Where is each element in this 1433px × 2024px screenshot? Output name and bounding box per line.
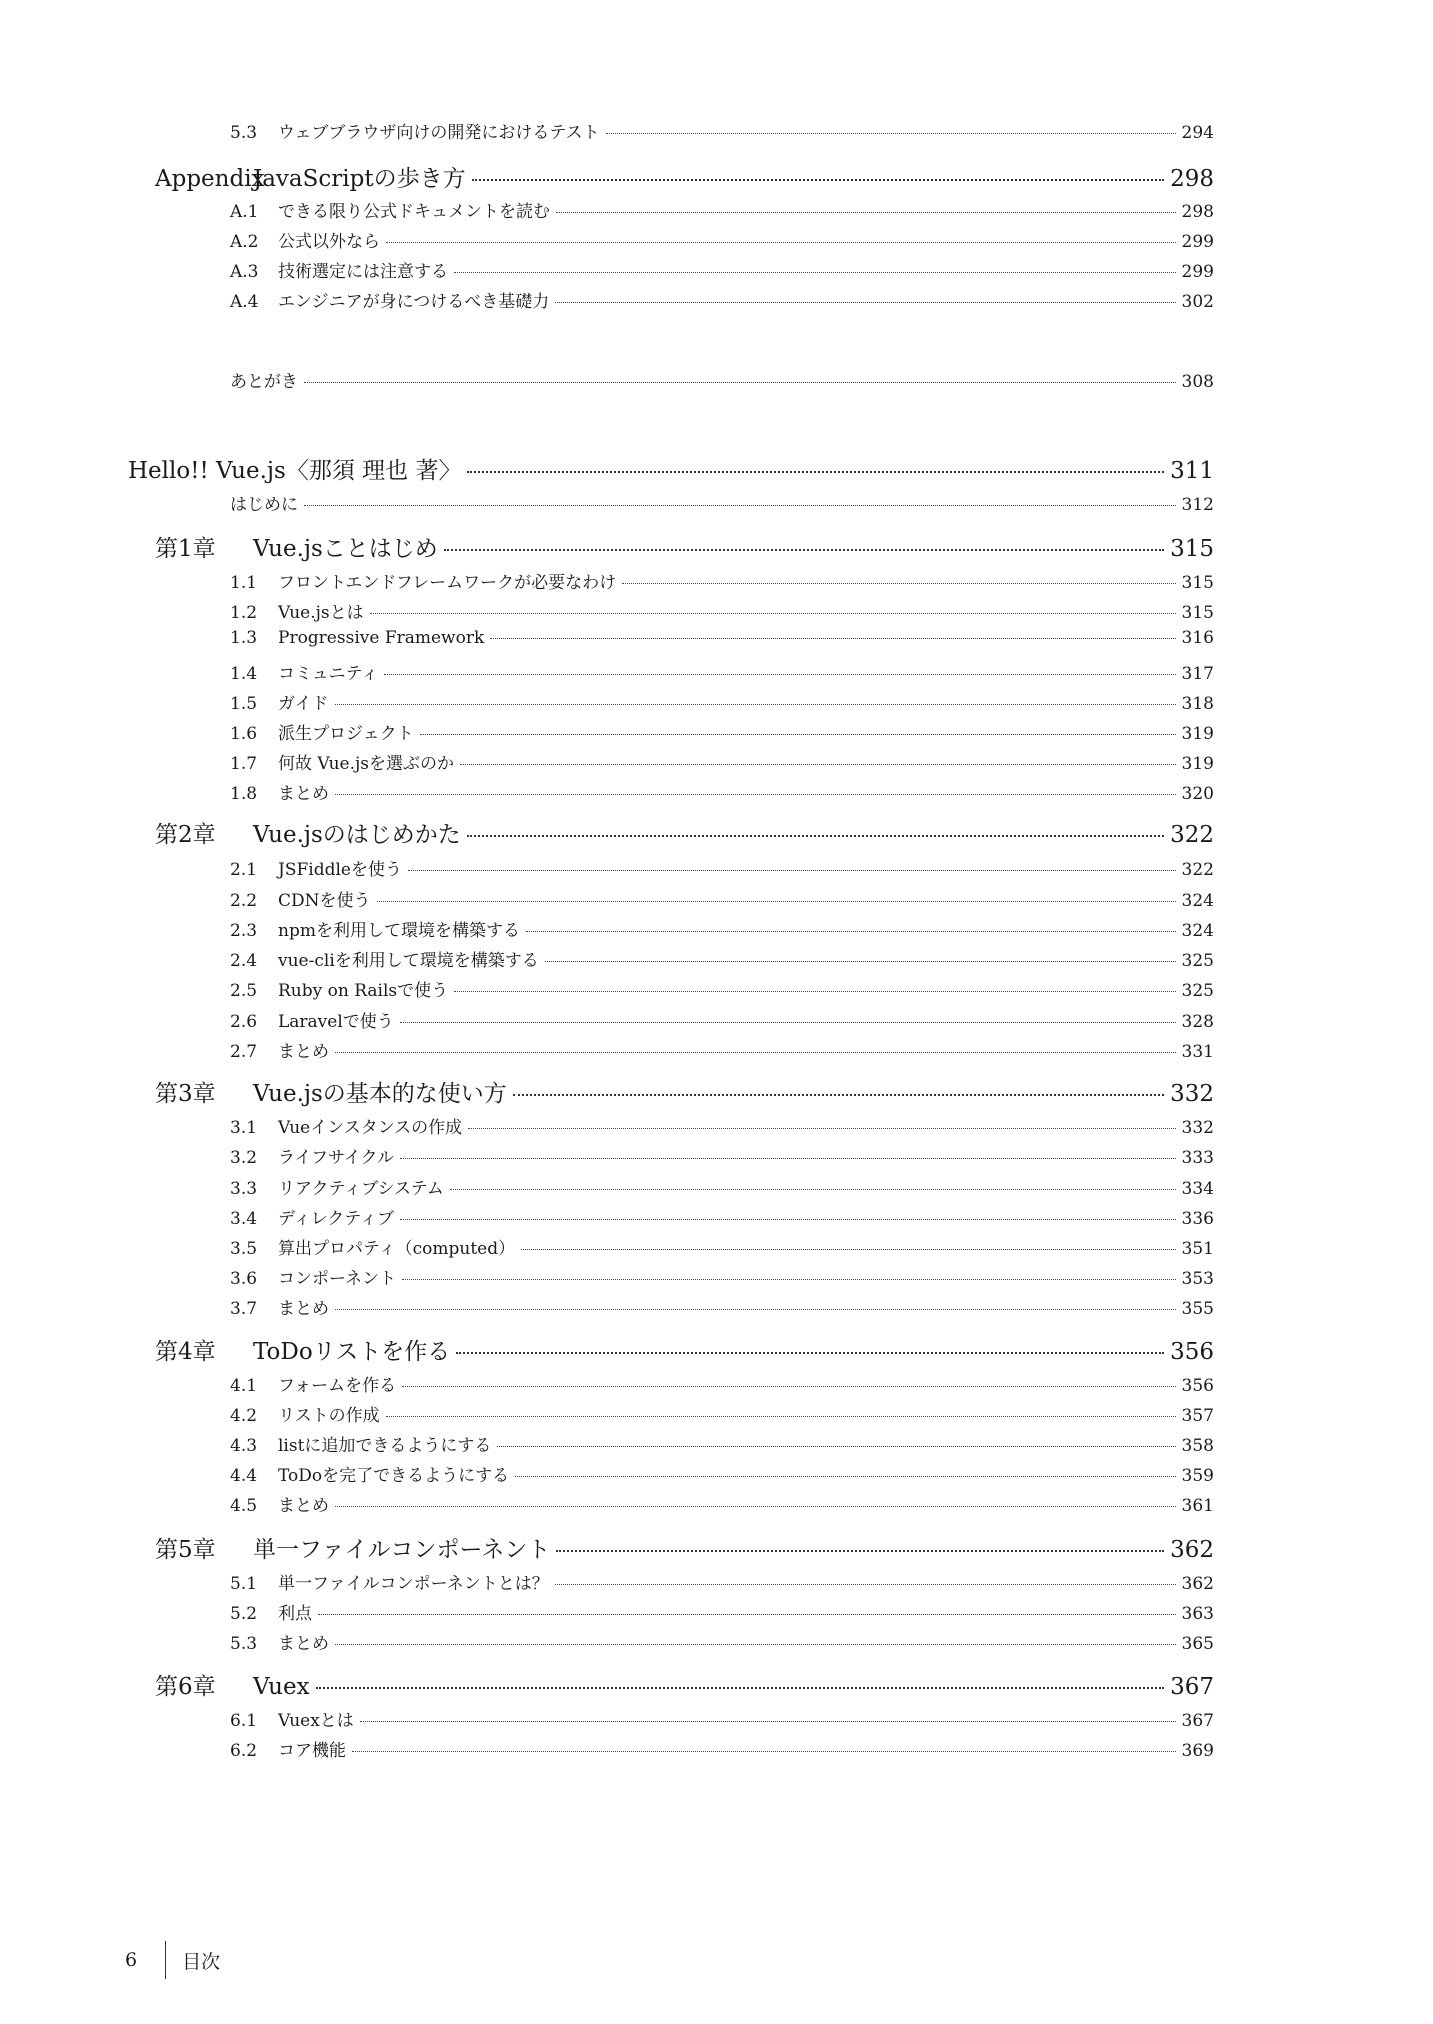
toc-section-row: [230, 227, 1214, 257]
toc-chapter-row: [155, 816, 1214, 856]
dot-leader: [408, 870, 1176, 871]
toc-number: 3.2: [230, 1148, 258, 1168]
dot-leader: [467, 835, 1164, 837]
toc-page-number: 316: [1181, 628, 1214, 648]
toc-chapter-row: [155, 160, 1214, 200]
toc-chapter-row: [155, 1531, 1214, 1571]
toc-section-row: [230, 257, 1214, 287]
toc-section-row: [230, 287, 1214, 317]
toc-number: 4.3: [230, 1436, 258, 1456]
toc-chapter-row: [155, 530, 1214, 570]
dot-leader: [556, 212, 1176, 213]
toc-section-row: [230, 1113, 1214, 1143]
toc-page-number: 322: [1170, 822, 1214, 848]
toc-page-number: 365: [1181, 1634, 1214, 1654]
toc-section-row: [230, 1706, 1214, 1736]
toc-number: 2.1: [230, 860, 258, 880]
toc-number: 5.1: [230, 1574, 258, 1594]
toc-title: Laravelで使う: [278, 1012, 394, 1032]
toc-section-row: [230, 568, 1214, 598]
dot-leader: [335, 1309, 1176, 1310]
toc-page-number: 308: [1181, 372, 1214, 392]
toc-section-row: [230, 1491, 1214, 1521]
dot-leader: [460, 764, 1176, 765]
toc-title: フォームを作る: [278, 1376, 397, 1396]
toc-section-row: [230, 197, 1214, 227]
toc-title: ライフサイクル: [278, 1148, 394, 1168]
dot-leader: [555, 302, 1175, 303]
toc-title: JavaScriptの歩き方: [253, 166, 466, 192]
toc-page-number: 357: [1181, 1406, 1214, 1426]
toc-number: 第3章: [155, 1081, 216, 1107]
toc-section-row: [230, 628, 1214, 658]
toc-page-number: 315: [1181, 603, 1214, 623]
toc-number: 第2章: [155, 822, 216, 848]
dot-leader: [622, 583, 1175, 584]
toc-section-row: [230, 1174, 1214, 1204]
dot-leader: [526, 931, 1176, 932]
toc-title: ToDoリストを作る: [253, 1339, 451, 1365]
dot-leader: [606, 133, 1176, 134]
toc-number: 3.3: [230, 1179, 258, 1199]
toc-page-number: 325: [1181, 951, 1214, 971]
toc-title: Vue.jsのはじめかた: [253, 822, 461, 848]
toc-title: Vuex: [253, 1674, 310, 1700]
toc-number: A.2: [230, 232, 259, 252]
toc-page-number: 355: [1181, 1299, 1214, 1319]
toc-page-number: 333: [1181, 1148, 1214, 1168]
toc-title: まとめ: [278, 1042, 329, 1062]
toc-title: リアクティブシステム: [278, 1179, 444, 1199]
toc-number: 2.5: [230, 981, 258, 1001]
dot-leader: [316, 1687, 1165, 1689]
toc-title: まとめ: [278, 1634, 329, 1654]
toc-number: 5.2: [230, 1604, 258, 1624]
toc-page-number: 299: [1181, 232, 1214, 252]
toc-page-number: 363: [1181, 1604, 1214, 1624]
toc-title: 利点: [278, 1604, 312, 1624]
dot-leader: [513, 1094, 1164, 1096]
dot-leader: [335, 1644, 1176, 1645]
toc-section-row: [230, 1037, 1214, 1067]
dot-leader: [304, 505, 1176, 506]
toc-title: Ruby on Railsで使う: [278, 981, 449, 1001]
dot-leader: [515, 1476, 1175, 1477]
toc-title: Vuexとは: [278, 1711, 354, 1731]
toc-page-number: 325: [1181, 981, 1214, 1001]
toc-page-number: 367: [1181, 1711, 1214, 1731]
toc-page-number: 353: [1181, 1269, 1214, 1289]
toc-title: コア機能: [278, 1741, 346, 1761]
toc-title: listに追加できるようにする: [278, 1436, 492, 1456]
toc-section-row: [230, 1264, 1214, 1294]
toc-number: 4.5: [230, 1496, 258, 1516]
toc-number: 第5章: [155, 1537, 216, 1563]
dot-leader: [318, 1614, 1176, 1615]
dot-leader: [472, 179, 1165, 181]
toc-number: 第1章: [155, 536, 216, 562]
toc-title: CDNを使う: [278, 891, 371, 911]
toc-page-number: 367: [1170, 1674, 1214, 1700]
dot-leader: [335, 1052, 1176, 1053]
toc-page-number: 362: [1170, 1537, 1214, 1563]
toc-section-row: [230, 1294, 1214, 1324]
toc-number: 4.1: [230, 1376, 258, 1396]
toc-page-number: 315: [1181, 573, 1214, 593]
toc-title: Hello!! Vue.js〈那須 理也 著〉: [128, 458, 462, 484]
toc-section-row: [230, 490, 1214, 520]
toc-section-row: [230, 118, 1214, 148]
toc-number: 1.6: [230, 724, 258, 744]
toc-title: 技術選定には注意する: [278, 262, 448, 282]
toc-number: 3.4: [230, 1209, 258, 1229]
toc-page-number: 351: [1181, 1239, 1214, 1259]
toc-title: 何故 Vue.jsを選ぶのか: [278, 754, 455, 774]
toc-title: あとがき: [230, 372, 298, 392]
dot-leader: [402, 1279, 1175, 1280]
toc-title: コンポーネント: [278, 1269, 397, 1289]
toc-section-row: [230, 1401, 1214, 1431]
toc-page-number: 311: [1170, 458, 1214, 484]
toc-page-number: 294: [1181, 123, 1214, 143]
toc-page-number: 356: [1170, 1339, 1214, 1365]
footer-divider: [165, 1941, 166, 1979]
dot-leader: [386, 242, 1176, 243]
toc-number: A.4: [230, 292, 259, 312]
dot-leader: [456, 1352, 1164, 1354]
toc-title: JSFiddleを使う: [278, 860, 402, 880]
dot-leader: [454, 272, 1176, 273]
dot-leader: [400, 1022, 1176, 1023]
toc-number: 2.4: [230, 951, 258, 971]
dot-leader: [490, 638, 1175, 639]
dot-leader: [556, 1550, 1164, 1552]
dot-leader: [352, 1751, 1176, 1752]
dot-leader: [335, 1506, 1176, 1507]
page-number: 6: [125, 1949, 138, 1971]
toc-number: 4.2: [230, 1406, 258, 1426]
toc-title: npmを利用して環境を構築する: [278, 921, 520, 941]
dot-leader: [384, 674, 1175, 675]
toc-number: 3.6: [230, 1269, 258, 1289]
dot-leader: [335, 704, 1176, 705]
toc-section-row: [230, 1461, 1214, 1491]
dot-leader: [420, 734, 1176, 735]
footer-section-title: 目次: [182, 1950, 221, 1973]
toc-number: 5.3: [230, 123, 258, 143]
toc-title: リストの作成: [278, 1406, 380, 1426]
toc-chapter-row: [155, 1333, 1214, 1373]
toc-number: 1.5: [230, 694, 258, 714]
toc-title: できる限り公式ドキュメントを読む: [278, 202, 550, 222]
toc-section-row: [230, 1431, 1214, 1461]
toc-title: ガイド: [278, 694, 329, 714]
toc-title: はじめに: [230, 495, 298, 515]
toc-section-row: [230, 1007, 1214, 1037]
toc-page-number: 334: [1181, 1179, 1214, 1199]
toc-title: 算出プロパティ（computed）: [278, 1239, 516, 1259]
toc-number: 1.3: [230, 628, 258, 648]
toc-section-row: [230, 1736, 1214, 1766]
toc-section-row: [230, 886, 1214, 916]
toc-page-number: 361: [1181, 1496, 1214, 1516]
dot-leader: [497, 1446, 1175, 1447]
dot-leader: [402, 1386, 1175, 1387]
toc-page-number: 320: [1181, 784, 1214, 804]
toc-page-number: 324: [1181, 921, 1214, 941]
dot-leader: [545, 961, 1176, 962]
toc-page-number: 317: [1181, 664, 1214, 684]
toc-page-number: 362: [1181, 1574, 1214, 1594]
toc-title: 派生プロジェクト: [278, 724, 414, 744]
toc-number: 1.2: [230, 603, 258, 623]
toc-section-row: [230, 1599, 1214, 1629]
toc-title: Vue.jsことはじめ: [253, 536, 438, 562]
dot-leader: [377, 901, 1176, 902]
toc-title: 単一ファイルコンポーネントとは？: [278, 1574, 549, 1594]
toc-number: 6.2: [230, 1741, 258, 1761]
dot-leader: [444, 549, 1164, 551]
toc-page-number: 332: [1181, 1118, 1214, 1138]
dot-leader: [400, 1158, 1176, 1159]
toc-section-row: [230, 1204, 1214, 1234]
toc-number: 1.1: [230, 573, 258, 593]
toc-page-number: 318: [1181, 694, 1214, 714]
toc-section-row: [230, 367, 1214, 397]
toc-page-number: 359: [1181, 1466, 1214, 1486]
toc-page-number: 332: [1170, 1081, 1214, 1107]
toc-section-row: [230, 916, 1214, 946]
toc-section-row: [230, 598, 1214, 628]
toc-section-row: [230, 659, 1214, 689]
toc-section-row: [230, 1371, 1214, 1401]
toc-page-number: 324: [1181, 891, 1214, 911]
toc-section-row: [230, 1143, 1214, 1173]
toc-number: 2.3: [230, 921, 258, 941]
toc-number: 1.7: [230, 754, 258, 774]
dot-leader: [450, 1189, 1176, 1190]
dot-leader: [400, 1219, 1176, 1220]
dot-leader: [335, 794, 1176, 795]
page-footer: [125, 1940, 220, 1980]
toc-number: 3.1: [230, 1118, 258, 1138]
toc-number: 3.5: [230, 1239, 258, 1259]
toc-title: ディレクティブ: [278, 1209, 394, 1229]
dot-leader: [467, 471, 1164, 473]
toc-number: 6.1: [230, 1711, 258, 1731]
toc-section-row: [230, 1629, 1214, 1659]
toc-title: Progressive Framework: [278, 628, 485, 648]
toc-section-row: [230, 719, 1214, 749]
toc-title: Vueインスタンスの作成: [278, 1118, 463, 1138]
dot-leader: [468, 1128, 1175, 1129]
toc-number: A.1: [230, 202, 259, 222]
toc-title: vue-cliを利用して環境を構築する: [278, 951, 539, 971]
toc-title: Vue.jsとは: [278, 603, 364, 623]
toc-title: Vue.jsの基本的な使い方: [253, 1081, 507, 1107]
toc-page-number: 302: [1181, 292, 1214, 312]
toc-number: 1.8: [230, 784, 258, 804]
dot-leader: [521, 1249, 1175, 1250]
toc-number: 3.7: [230, 1299, 258, 1319]
toc-number: 2.2: [230, 891, 258, 911]
toc-title: エンジニアが身につけるべき基礎力: [278, 292, 550, 312]
toc-page-number: 299: [1181, 262, 1214, 282]
dot-leader: [304, 382, 1176, 383]
toc-section-row: [230, 749, 1214, 779]
dot-leader: [370, 613, 1176, 614]
toc-section-row: [230, 946, 1214, 976]
toc-title: コミュニティ: [278, 664, 379, 684]
toc-number: 5.3: [230, 1634, 258, 1654]
toc-number: 2.6: [230, 1012, 258, 1032]
dot-leader: [386, 1416, 1176, 1417]
toc-page-number: 336: [1181, 1209, 1214, 1229]
toc-section-row: [230, 1569, 1214, 1599]
toc-section-row: [230, 689, 1214, 719]
toc-title: まとめ: [278, 1299, 329, 1319]
toc-section-row: [230, 779, 1214, 809]
toc-page-number: 298: [1181, 202, 1214, 222]
toc-number: A.3: [230, 262, 259, 282]
toc-title: ウェブブラウザ向けの開発におけるテスト: [278, 123, 600, 143]
dot-leader: [360, 1721, 1176, 1722]
toc-title: まとめ: [278, 1496, 329, 1516]
toc-title: 公式以外なら: [278, 232, 380, 252]
toc-page-number: 328: [1181, 1012, 1214, 1032]
toc-number: 1.4: [230, 664, 258, 684]
dot-leader: [454, 991, 1175, 992]
toc-page-number: 315: [1170, 536, 1214, 562]
toc-page-number: 358: [1181, 1436, 1214, 1456]
toc-number: 第4章: [155, 1339, 216, 1365]
toc-chapter-row: [128, 452, 1214, 492]
toc-title: フロントエンドフレームワークが必要なわけ: [278, 573, 617, 593]
toc-number: 第6章: [155, 1674, 216, 1700]
toc-section-row: [230, 976, 1214, 1006]
toc-title: ToDoを完了できるようにする: [278, 1466, 510, 1486]
toc-number: 2.7: [230, 1042, 258, 1062]
toc-page-number: 331: [1181, 1042, 1214, 1062]
toc-section-row: [230, 1234, 1214, 1264]
toc-number: Appendix: [155, 166, 265, 192]
toc-page-number: 369: [1181, 1741, 1214, 1761]
toc-number: 4.4: [230, 1466, 258, 1486]
toc-page-number: 322: [1181, 860, 1214, 880]
toc-page-number: 319: [1181, 754, 1214, 774]
toc-title: 単一ファイルコンポーネント: [253, 1537, 551, 1563]
toc-page-number: 298: [1170, 166, 1214, 192]
toc-page-number: 319: [1181, 724, 1214, 744]
toc-chapter-row: [155, 1668, 1214, 1708]
toc-page-number: 356: [1181, 1376, 1214, 1396]
toc-page-number: 312: [1181, 495, 1214, 515]
toc-title: まとめ: [278, 784, 329, 804]
toc-chapter-row: [155, 1075, 1214, 1115]
dot-leader: [555, 1584, 1176, 1585]
toc-section-row: [230, 855, 1214, 885]
